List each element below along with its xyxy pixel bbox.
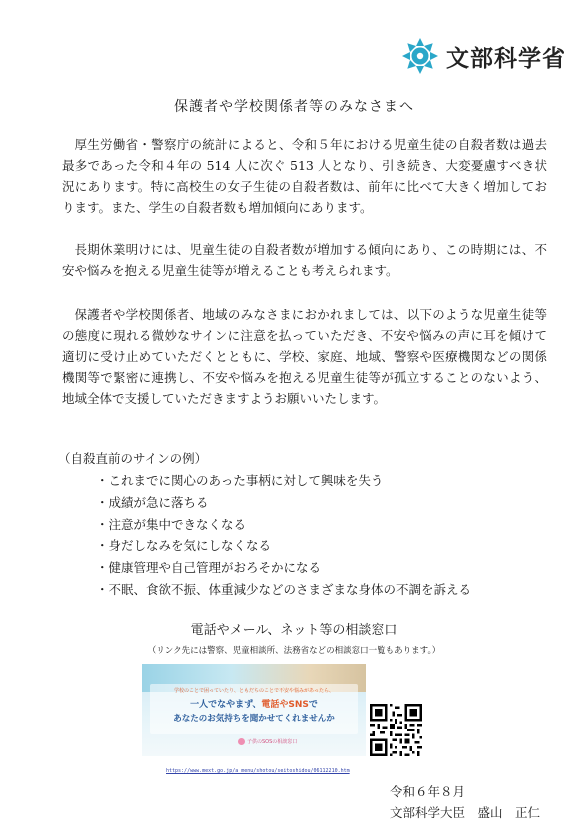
issue-date: 令和６年８月	[390, 784, 466, 799]
banner-logo-text: 子供のSOSの相談窓口	[247, 739, 298, 745]
banner-subheadline: あなたのお気持ちを聞かせてくれませんか	[173, 714, 335, 724]
banner-logo	[238, 738, 297, 745]
banner-top-text: 学校のことで困っていたり、ともだちのことで不安や悩みがあったら、	[174, 688, 334, 694]
list-item: ・成績が急に落ちる	[96, 494, 209, 510]
paragraph-request: 保護者や学校関係者、地域のみなさまにおかれましては、以下のような児童生徒等の態度に現れる微妙なサインに注意を払っていただき、不安や悩みの声に耳を傾けて適切に受け止めていただくとともに、学校、家庭、地域、警察や医療機関などの関係機関等で緊密に連携し、不安や悩みを抱える児童生徒等が孤立することのないよう、地域全体で支援していただきますようお願いいたします。	[62, 307, 547, 406]
consult-url-link[interactable]: https://www.mext.go.jp/a_menu/shotou/seitoshidou/06112210.htm	[166, 768, 350, 774]
signs-heading: （自殺直前のサインの例）	[58, 451, 208, 466]
logo-text: 文部科学省	[446, 45, 566, 72]
banner-headline-b: 電話やSNS	[261, 700, 309, 710]
banner-headline-a: 一人でなやまず、	[190, 700, 262, 710]
banner-headline-c: で	[308, 700, 318, 710]
page-title: 保護者や学校関係者等のみなさまへ	[174, 99, 414, 115]
sos-logo-icon	[238, 738, 245, 745]
paragraph-statistics: 厚生労働省・警察庁の統計によると、令和５年における児童生徒の自殺者数は過去最多であった令和４年の 514 人に次ぐ 513 人となり、引き続き、大変憂慮すべき状況にあります。特に高校生の女子生徒の自殺者数は、前年に比べて大きく増加しております。また、学生の自殺者数も増加傾向にあります。	[62, 137, 547, 215]
consult-banner-link[interactable]	[142, 664, 366, 756]
paragraph-holiday: 長期休業明けには、児童生徒の自殺者数が増加する傾向にあり、この時期には、不安や悩みを抱える児童生徒等が増えることも考えられます。	[62, 242, 547, 278]
consult-note: （リンク先には警察、児童相談所、法務省などの相談窓口一覧もあります。）	[147, 646, 441, 656]
consult-title: 電話やメール、ネット等の相談窓口	[190, 623, 398, 638]
mext-logo	[400, 36, 566, 76]
mext-emblem-icon	[400, 36, 440, 76]
list-item: ・注意が集中できなくなる	[96, 516, 247, 532]
banner-headline	[142, 697, 366, 710]
list-item: ・不眠、食欲不振、体重減少などのさまざまな身体の不調を訴える	[96, 581, 472, 597]
qr-code-icon[interactable]	[370, 704, 422, 756]
signer-name: 文部科学大臣 盛山 正仁	[390, 805, 541, 820]
list-item: ・これまでに関心のあった事柄に対して興味を失う	[96, 473, 384, 488]
list-item: ・身だしなみを気にしなくなる	[96, 538, 272, 554]
signs-list	[96, 470, 471, 601]
list-item: ・健康管理や自己管理がおろそかになる	[96, 560, 322, 576]
